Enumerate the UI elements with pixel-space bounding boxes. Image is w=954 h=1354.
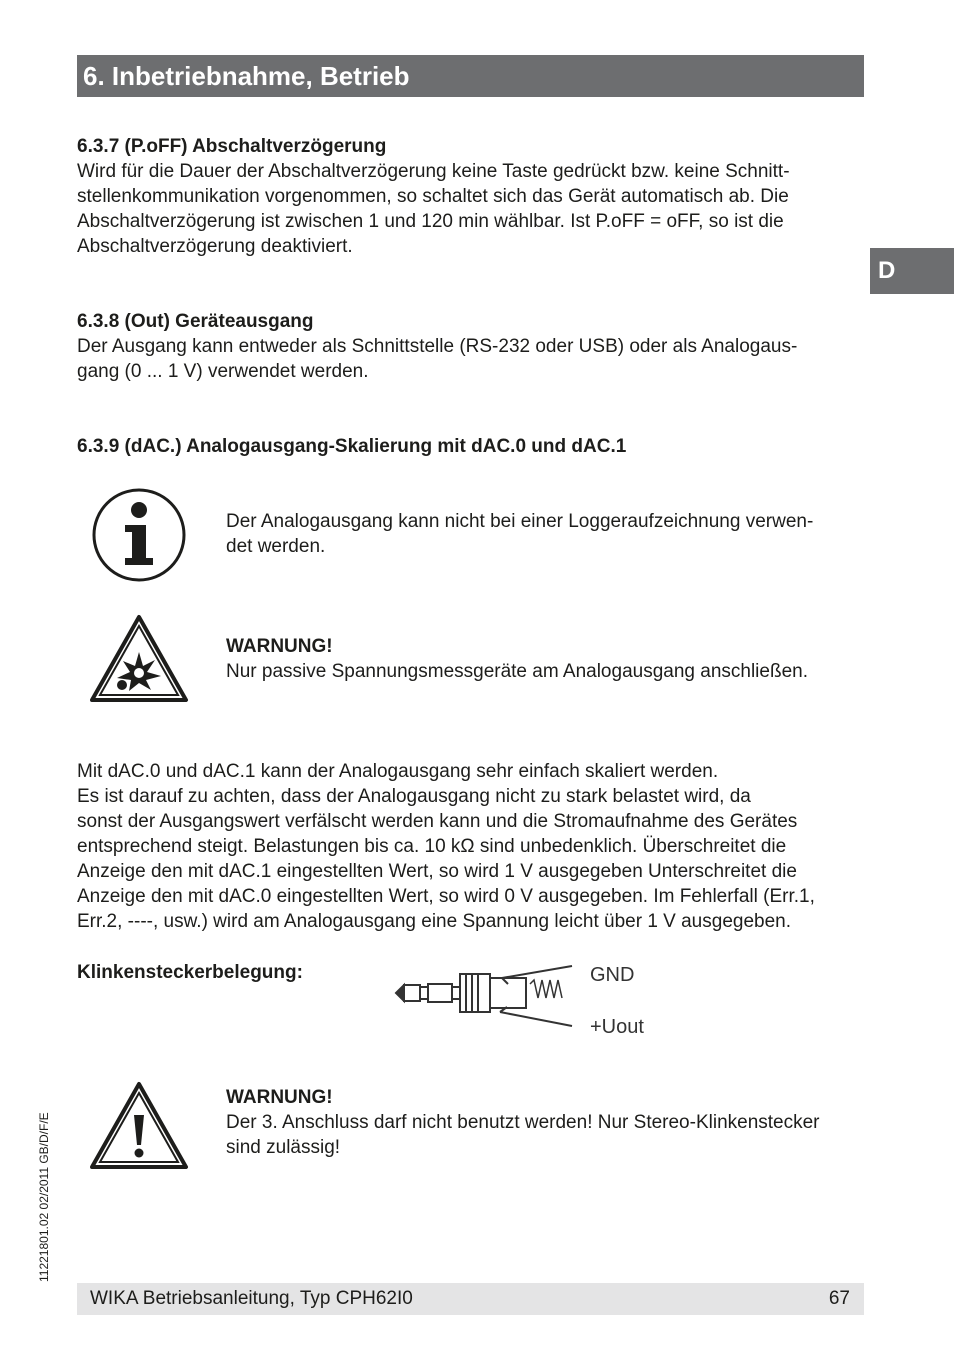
paragraph-line: Anzeige den mit dAC.0 eingestellten Wert, so wird 0 V ausgegeben. Im Fehlerfall (Err.1,: [77, 886, 815, 907]
language-tab: D: [870, 248, 954, 294]
section-heading: 6.3.9 (dAC.) Analogausgang-Skalierung mit dAC.0 und dAC.1: [77, 436, 627, 457]
info-note: [226, 509, 861, 559]
page-title: 6. Inbetriebnahme, Betrieb: [83, 61, 410, 91]
section-heading: 6.3.7 (P.oFF) Abschaltverzögerung: [77, 136, 387, 157]
warning-line: sind zulässig!: [226, 1137, 341, 1158]
plug-label: Klinkensteckerbelegung:: [77, 962, 303, 983]
jack-plug-icon: [390, 960, 590, 1040]
page-number: 67: [828, 1288, 850, 1309]
info-icon: [91, 487, 187, 588]
paragraph-line: Err.2, ----, usw.) wird am Analogausgang eine Spannung leicht über 1 V ausgegeben.: [77, 911, 791, 932]
paragraph-line: Mit dAC.0 und dAC.1 kann der Analogausgang sehr einfach skaliert werden.: [77, 761, 719, 782]
explosion-warning-icon: [89, 614, 189, 709]
paragraph-line: Abschaltverzögerung ist zwischen 1 und 120 min wählbar. Ist P.oFF = oFF, so ist die: [77, 211, 784, 232]
gnd-label: GND: [590, 964, 635, 986]
paragraph-line: gang (0 ... 1 V) verwendet werden.: [77, 361, 369, 382]
warning-note-1: [226, 634, 861, 684]
paragraph-line: Der Ausgang kann entweder als Schnittstelle (RS-232 oder USB) oder als Analogaus-: [77, 336, 798, 357]
paragraph-line: Wird für die Dauer der Abschaltverzögerung keine Taste gedrückt bzw. keine Schnitt-: [77, 161, 790, 182]
section-6-3-8: [77, 309, 857, 384]
warning-line: Nur passive Spannungsmessgeräte am Analogausgang anschließen.: [226, 661, 808, 682]
warning-note-2: [226, 1085, 861, 1160]
paragraph-line: stellenkommunikation vorgenommen, so schaltet sich das Gerät automatisch ab. Die: [77, 186, 789, 207]
footer-title: WIKA Betriebsanleitung, Typ CPH62I0: [90, 1288, 413, 1309]
warning-line: Der 3. Anschluss darf nicht benutzt werden! Nur Stereo-Klinkenstecker: [226, 1112, 820, 1133]
note-line: Der Analogausgang kann nicht bei einer Loggeraufzeichnung verwen-: [226, 511, 814, 532]
section-header: [77, 55, 864, 97]
paragraph-line: sonst der Ausgangswert verfälscht werden kann und die Stromaufnahme des Gerätes: [77, 811, 798, 832]
uout-label: +Uout: [590, 1016, 644, 1038]
warning-title: WARNUNG!: [226, 636, 333, 657]
paragraph-line: Es ist darauf zu achten, dass der Analogausgang nicht zu stark belastet wird, da: [77, 786, 751, 807]
section-6-3-9: [77, 434, 857, 459]
footer: [77, 1283, 864, 1315]
jack-plug-diagram: [390, 960, 644, 1045]
paragraph-line: Anzeige den mit dAC.1 eingestellten Wert, so wird 1 V ausgegeben Unterschreitet die: [77, 861, 797, 882]
warning-title: WARNUNG!: [226, 1087, 333, 1108]
section-heading: 6.3.8 (Out) Geräteausgang: [77, 311, 314, 332]
warning-triangle-icon: [89, 1081, 189, 1176]
paragraph-line: entsprechend steigt. Belastungen bis ca. 10 kΩ sind unbedenklich. Überschreitet die: [77, 836, 787, 857]
document-code: 11221801.02 02/2011 GB/D/F/E: [37, 1112, 51, 1282]
note-line: det werden.: [226, 536, 326, 557]
body-paragraph: [77, 759, 857, 934]
section-6-3-7: [77, 134, 857, 259]
paragraph-line: Abschaltverzögerung deaktiviert.: [77, 236, 353, 257]
